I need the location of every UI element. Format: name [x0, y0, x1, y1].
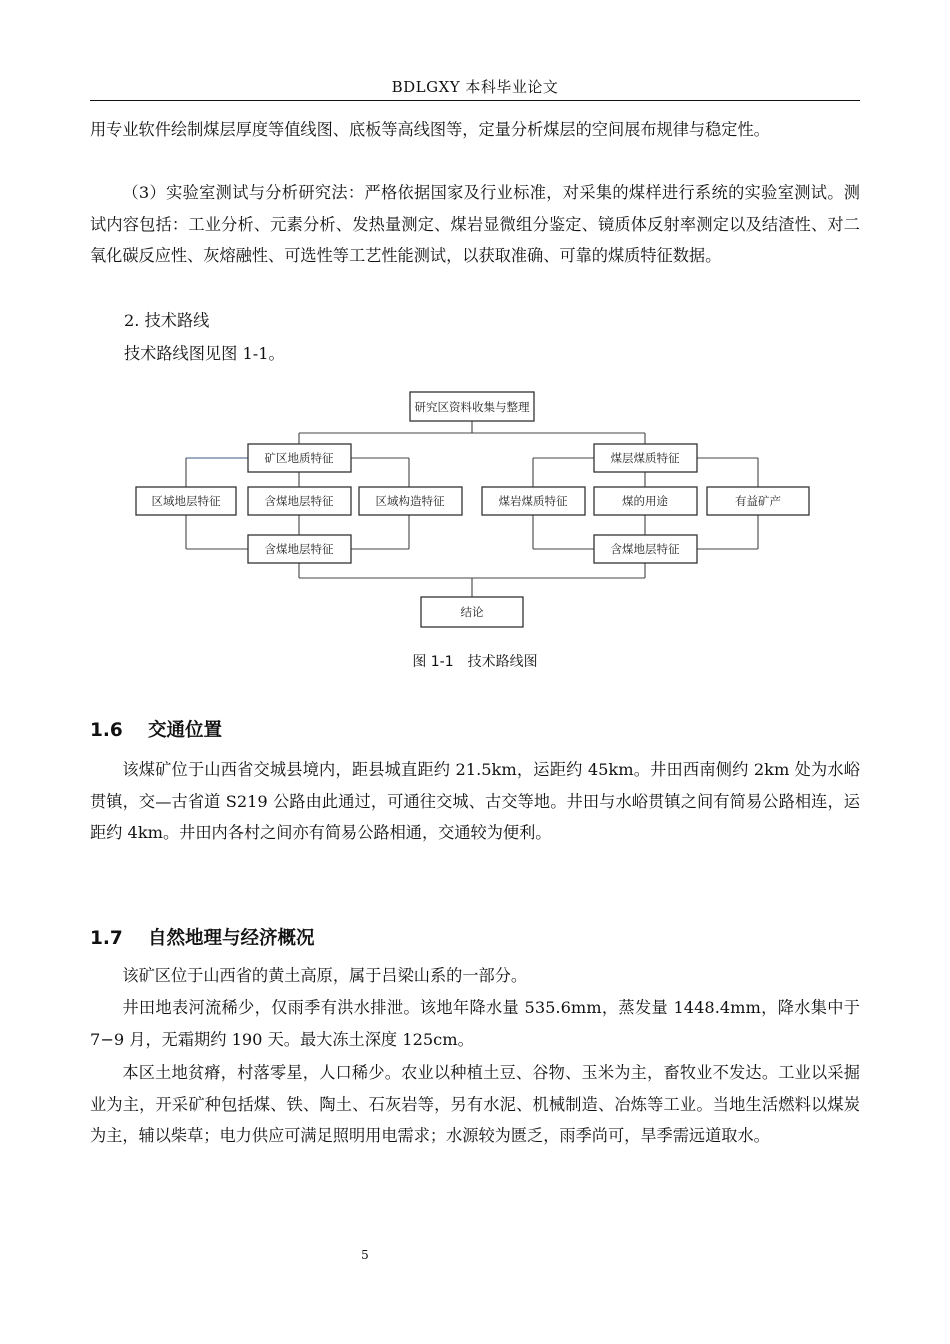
section-title: 交通位置: [148, 720, 223, 741]
section-title: 自然地理与经济概况: [148, 928, 315, 949]
section-number: 1.7: [90, 928, 123, 949]
node-coal-strata-right-bottom: [594, 535, 697, 563]
page-number: 5: [361, 1248, 369, 1262]
node-beneficial-minerals: [707, 487, 809, 515]
paragraph-geography-1: 该矿区位于山西省的黄土高原，属于吕梁山系的一部分。: [122, 966, 528, 985]
figure-caption: 图 1-1 技术路线图: [412, 654, 538, 670]
node-seam-quality: [594, 444, 697, 472]
svg-text:煤层煤质特征: 煤层煤质特征: [610, 451, 680, 465]
svg-text:结论: 结论: [460, 605, 484, 619]
svg-text:煤岩煤质特征: 煤岩煤质特征: [498, 494, 568, 508]
paragraph-geography-2: 井田地表河流稀少，仅雨季有洪水排泄。该地年降水量 535.6mm，蒸发量 1448.4mm，降水集中于 7−9 月，无霜期约 190 天。最大冻土深度 125cm。: [90, 998, 860, 1049]
node-mine-geology: [248, 444, 351, 472]
node-regional-structure: [359, 487, 462, 515]
node-petrology-quality: [482, 487, 585, 515]
paragraph-lab-method: （3）实验室测试与分析研究法：严格依据国家及行业标准，对采集的煤样进行系统的实验室测试。测试内容包括：工业分析、元素分析、发热量测定、煤岩显微组分鉴定、镜质体反射率测定以及结渣性、对二氧化碳反应性、灰熔融性、可选性等工艺性能测试，以获取准确、可靠的煤质特征数据。: [90, 183, 860, 265]
paragraph-transport: 该煤矿位于山西省交城县境内，距县城直距约 21.5km，运距约 45km。井田西南侧约 2km 处为水峪贯镇，交—古省道 S219 公路由此通过，可通往交城、古交等地。井田与水峪贯镇之间有简易公路相连，运距约 4km。井田内各村之间亦有简易公路相通，交通较为便利。: [90, 760, 860, 842]
paragraph-continuation: 用专业软件绘制煤层厚度等值线图、底板等高线图等，定量分析煤层的空间展布规律与稳定性。: [90, 120, 770, 139]
svg-text:区域构造特征: 区域构造特征: [375, 494, 445, 508]
node-coal-usage: [594, 487, 697, 515]
svg-text:煤的用途: 煤的用途: [622, 494, 668, 508]
node-regional-strata: [136, 487, 236, 515]
svg-text:含煤地层特征: 含煤地层特征: [264, 542, 334, 556]
node-conclusion: [421, 597, 523, 627]
section-number: 1.6: [90, 720, 123, 741]
svg-text:含煤地层特征: 含煤地层特征: [610, 542, 680, 556]
node-coal-strata-left: [248, 487, 351, 515]
section-heading-transport: [90, 716, 222, 742]
svg-text:含煤地层特征: 含煤地层特征: [264, 494, 334, 508]
svg-text:区域地层特征: 区域地层特征: [151, 494, 221, 508]
section-heading-geography: [90, 924, 315, 950]
node-root: [410, 392, 534, 421]
paragraph-geography-3: 本区土地贫瘠，村落零星，人口稀少。农业以种植土豆、谷物、玉米为主，畜牧业不发达。工业以采掘业为主，开采矿种包括煤、铁、陶土、石灰岩等，另有水泥、机械制造、冶炼等工业。当地生活燃料以煤炭为主，辅以柴草；电力供应可满足照明用电需求；水源较为匮乏，雨季尚可，旱季需远道取水。: [90, 1063, 860, 1145]
paragraph-figure-reference: 技术路线图见图 1-1。: [124, 344, 285, 363]
node-coal-strata-left-bottom: [248, 535, 351, 563]
subheading-technical-route: 2. 技术路线: [124, 311, 210, 330]
page-header: BDLGXY 本科毕业论文: [391, 78, 559, 96]
svg-text:研究区资料收集与整理: 研究区资料收集与整理: [414, 400, 530, 414]
svg-text:有益矿产: 有益矿产: [735, 494, 781, 508]
svg-text:矿区地质特征: 矿区地质特征: [264, 451, 334, 465]
